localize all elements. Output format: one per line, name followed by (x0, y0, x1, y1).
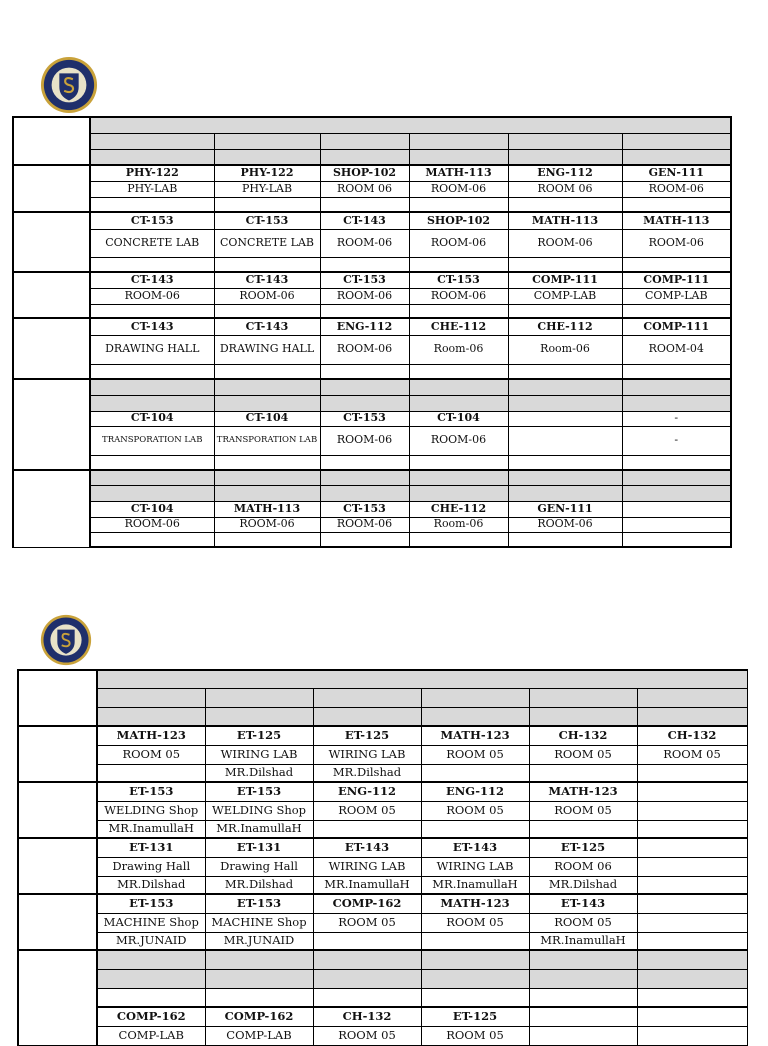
course-code: COMP-162 (313, 894, 421, 913)
course-code: MATH-113 (214, 501, 320, 517)
room: COMP-LAB (622, 288, 731, 304)
teacher: MR.Dilshad (205, 764, 313, 782)
course-code: CT-104 (90, 411, 214, 426)
course-code: COMP-111 (622, 272, 731, 288)
period-header (637, 688, 747, 707)
time-header (90, 149, 214, 165)
room: ROOM 05 (529, 913, 637, 932)
course-code: ENG-112 (421, 782, 529, 801)
room: ROOM-06 (622, 229, 731, 257)
course-code: ET-143 (421, 838, 529, 857)
empty-cell (205, 988, 313, 1007)
room: ROOM 06 (529, 857, 637, 876)
room: Drawing Hall (97, 857, 205, 876)
period-header (90, 133, 214, 149)
time-header (205, 707, 313, 726)
teacher: MR.Dilshad (97, 876, 205, 894)
time-header (637, 707, 747, 726)
teacher: MR.Dilshad (313, 764, 421, 782)
period-header (409, 133, 508, 149)
empty-cell (622, 455, 731, 470)
day-label-cell (18, 726, 97, 782)
shaded-cell (508, 470, 622, 485)
course-code: ET-131 (97, 838, 205, 857)
empty-cell (90, 197, 214, 212)
college-crest-icon (40, 56, 98, 114)
course-code: MATH-113 (508, 212, 622, 229)
shaded-cell (205, 950, 313, 969)
day-label-cell (13, 470, 90, 547)
room: Room-06 (409, 335, 508, 364)
shaded-cell (320, 485, 409, 501)
room: ROOM 05 (529, 745, 637, 764)
course-code: COMP-111 (622, 318, 731, 335)
room: WIRING LAB (313, 745, 421, 764)
shaded-cell (637, 969, 747, 988)
room: ROOM-06 (409, 181, 508, 197)
shaded-cell (409, 470, 508, 485)
course-code: COMP-162 (97, 1007, 205, 1026)
time-header (97, 707, 205, 726)
shaded-cell (508, 395, 622, 411)
shaded-cell (529, 950, 637, 969)
room: ROOM-06 (90, 517, 214, 532)
room: ROOM-06 (214, 517, 320, 532)
course-code: CT-153 (320, 501, 409, 517)
day-label-cell (13, 379, 90, 470)
shaded-cell (313, 950, 421, 969)
empty-cell (214, 364, 320, 379)
room (637, 913, 747, 932)
course-code: CT-104 (90, 501, 214, 517)
course-code: MATH-123 (421, 726, 529, 745)
shaded-cell (409, 485, 508, 501)
room: COMP-LAB (508, 288, 622, 304)
room: ROOM-06 (320, 517, 409, 532)
teacher (313, 820, 421, 838)
empty-cell (409, 532, 508, 547)
room: ROOM-06 (508, 517, 622, 532)
course-code: SHOP-102 (409, 212, 508, 229)
time-header (508, 149, 622, 165)
room: ROOM-06 (409, 229, 508, 257)
room: COMP-LAB (97, 1026, 205, 1045)
room: ROOM 05 (421, 1026, 529, 1045)
course-code: CT-153 (90, 212, 214, 229)
day-label-cell (13, 318, 90, 379)
course-code: CT-153 (320, 272, 409, 288)
empty-cell (90, 257, 214, 272)
course-code: CHE-112 (409, 501, 508, 517)
header-banner (97, 670, 747, 688)
shaded-cell (421, 950, 529, 969)
shaded-cell (320, 379, 409, 395)
room: ROOM 05 (421, 745, 529, 764)
empty-cell (409, 257, 508, 272)
room: MACHINE Shop (97, 913, 205, 932)
shaded-cell (320, 395, 409, 411)
room: ROOM-06 (409, 288, 508, 304)
period-header (205, 688, 313, 707)
course-code: CT-143 (214, 272, 320, 288)
teacher: MR.InamullaH (529, 932, 637, 950)
course-code: MATH-123 (421, 894, 529, 913)
header-banner (90, 117, 731, 133)
empty-cell (214, 304, 320, 318)
period-header (313, 688, 421, 707)
shaded-cell (508, 485, 622, 501)
course-code: CT-143 (90, 272, 214, 288)
room: WIRING LAB (313, 857, 421, 876)
teacher: MR.Dilshad (205, 876, 313, 894)
room: DRAWING HALL (214, 335, 320, 364)
empty-cell (320, 532, 409, 547)
empty-cell (409, 364, 508, 379)
shaded-cell (313, 969, 421, 988)
course-code: ET-131 (205, 838, 313, 857)
course-code: PHY-122 (214, 165, 320, 181)
course-code: CT-143 (214, 318, 320, 335)
empty-cell (622, 364, 731, 379)
course-code: CT-153 (409, 272, 508, 288)
header-corner (18, 670, 97, 726)
empty-cell (97, 988, 205, 1007)
shaded-cell (90, 379, 214, 395)
teacher (97, 764, 205, 782)
room: MACHINE Shop (205, 913, 313, 932)
course-code (637, 1007, 747, 1026)
shaded-cell (622, 470, 731, 485)
teacher (313, 932, 421, 950)
empty-cell (409, 455, 508, 470)
teacher (637, 876, 747, 894)
room: - (622, 426, 731, 455)
course-code: MATH-123 (529, 782, 637, 801)
empty-cell (421, 988, 529, 1007)
day-label-cell (18, 894, 97, 950)
empty-cell (508, 304, 622, 318)
course-code: CH-132 (313, 1007, 421, 1026)
room: COMP-LAB (205, 1026, 313, 1045)
course-code: ET-153 (97, 894, 205, 913)
course-code (637, 782, 747, 801)
room: ROOM 05 (313, 801, 421, 820)
teacher (421, 820, 529, 838)
empty-cell (409, 304, 508, 318)
day-label-cell (18, 782, 97, 838)
course-code: ET-125 (529, 838, 637, 857)
day-label-cell (13, 272, 90, 318)
empty-cell (313, 988, 421, 1007)
shaded-cell (409, 379, 508, 395)
teacher: MR.InamullaH (313, 876, 421, 894)
shaded-cell (90, 470, 214, 485)
teacher: MR.InamullaH (97, 820, 205, 838)
period-header (529, 688, 637, 707)
shaded-cell (622, 485, 731, 501)
shaded-cell (421, 969, 529, 988)
shaded-cell (97, 950, 205, 969)
room: WELDING Shop (97, 801, 205, 820)
shaded-cell (214, 379, 320, 395)
header-corner (13, 117, 90, 165)
course-code: GEN-111 (622, 165, 731, 181)
course-code: ENG-112 (508, 165, 622, 181)
course-code: ET-153 (97, 782, 205, 801)
day-label-cell (18, 950, 97, 1045)
room: ROOM-06 (320, 229, 409, 257)
empty-cell (90, 364, 214, 379)
shaded-cell (637, 950, 747, 969)
course-code: CT-104 (409, 411, 508, 426)
room: PHY-LAB (214, 181, 320, 197)
room (622, 517, 731, 532)
shaded-cell (622, 379, 731, 395)
shaded-cell (622, 395, 731, 411)
course-code: ENG-112 (320, 318, 409, 335)
room: ROOM 05 (97, 745, 205, 764)
time-header (622, 149, 731, 165)
empty-cell (90, 455, 214, 470)
course-code: ET-153 (205, 894, 313, 913)
teacher (637, 932, 747, 950)
room: DRAWING HALL (90, 335, 214, 364)
day-label-cell (13, 212, 90, 272)
course-code (508, 411, 622, 426)
day-label-cell (18, 838, 97, 894)
room (637, 1026, 747, 1045)
teacher (529, 820, 637, 838)
college-crest-icon (40, 614, 92, 666)
empty-cell (409, 197, 508, 212)
course-code: MATH-123 (97, 726, 205, 745)
course-code: MATH-113 (409, 165, 508, 181)
shaded-cell (205, 969, 313, 988)
course-code: CH-132 (529, 726, 637, 745)
empty-cell (320, 304, 409, 318)
teacher: MR.InamullaH (421, 876, 529, 894)
room: ROOM-06 (622, 181, 731, 197)
shaded-cell (214, 485, 320, 501)
empty-cell (508, 455, 622, 470)
course-code: CT-153 (214, 212, 320, 229)
room: ROOM-06 (409, 426, 508, 455)
course-code: CT-143 (90, 318, 214, 335)
room: ROOM-04 (622, 335, 731, 364)
time-header (320, 149, 409, 165)
room: ROOM 05 (637, 745, 747, 764)
time-header (313, 707, 421, 726)
room: PHY-LAB (90, 181, 214, 197)
empty-cell (320, 257, 409, 272)
teacher (421, 932, 529, 950)
shaded-cell (320, 470, 409, 485)
room: ROOM-06 (320, 288, 409, 304)
empty-cell (508, 197, 622, 212)
course-code: ENG-112 (313, 782, 421, 801)
course-code: CHE-112 (508, 318, 622, 335)
empty-cell (529, 988, 637, 1007)
room: Room-06 (409, 517, 508, 532)
empty-cell (214, 197, 320, 212)
empty-cell (320, 455, 409, 470)
period-header (97, 688, 205, 707)
teacher: MR.JUNAID (205, 932, 313, 950)
teacher (421, 764, 529, 782)
course-code: ET-125 (313, 726, 421, 745)
room: ROOM 05 (421, 801, 529, 820)
empty-cell (214, 257, 320, 272)
course-code: GEN-111 (508, 501, 622, 517)
course-code: MATH-113 (622, 212, 731, 229)
course-code: CT-153 (320, 411, 409, 426)
room: CONCRETE LAB (90, 229, 214, 257)
room (637, 801, 747, 820)
period-header (622, 133, 731, 149)
time-header (409, 149, 508, 165)
shaded-cell (508, 379, 622, 395)
course-code: ET-153 (205, 782, 313, 801)
room: ROOM-06 (90, 288, 214, 304)
shaded-cell (90, 395, 214, 411)
room: ROOM-06 (214, 288, 320, 304)
teacher (529, 764, 637, 782)
course-code: COMP-162 (205, 1007, 313, 1026)
room: ROOM-06 (508, 229, 622, 257)
period-header (421, 688, 529, 707)
time-header (421, 707, 529, 726)
empty-cell (508, 257, 622, 272)
shaded-cell (529, 969, 637, 988)
room: TRANSPORATION LAB (90, 426, 214, 455)
course-code: ET-143 (313, 838, 421, 857)
empty-cell (622, 257, 731, 272)
room: WIRING LAB (421, 857, 529, 876)
shaded-cell (214, 395, 320, 411)
teacher: MR.InamullaH (205, 820, 313, 838)
course-code: CT-104 (214, 411, 320, 426)
empty-cell (622, 197, 731, 212)
teacher: MR.JUNAID (97, 932, 205, 950)
room: ROOM 06 (320, 181, 409, 197)
course-code (637, 894, 747, 913)
empty-cell (508, 364, 622, 379)
time-header (214, 149, 320, 165)
course-code: SHOP-102 (320, 165, 409, 181)
empty-cell (214, 532, 320, 547)
course-code: COMP-111 (508, 272, 622, 288)
period-header (214, 133, 320, 149)
empty-cell (622, 304, 731, 318)
shaded-cell (97, 969, 205, 988)
room: Drawing Hall (205, 857, 313, 876)
room: ROOM 06 (508, 181, 622, 197)
room: ROOM 05 (529, 801, 637, 820)
course-code: CT-143 (320, 212, 409, 229)
room: ROOM-06 (320, 335, 409, 364)
course-code: PHY-122 (90, 165, 214, 181)
shaded-cell (409, 395, 508, 411)
timetable-2 (17, 669, 748, 1046)
room (529, 1026, 637, 1045)
course-code: ET-125 (205, 726, 313, 745)
room: TRANSPORATION LAB (214, 426, 320, 455)
period-header (320, 133, 409, 149)
period-header (508, 133, 622, 149)
shaded-cell (90, 485, 214, 501)
course-code: ET-143 (529, 894, 637, 913)
teacher: MR.Dilshad (529, 876, 637, 894)
room: WIRING LAB (205, 745, 313, 764)
empty-cell (90, 304, 214, 318)
room: WELDING Shop (205, 801, 313, 820)
course-code (637, 838, 747, 857)
empty-cell (508, 532, 622, 547)
day-label-cell (13, 165, 90, 212)
empty-cell (320, 197, 409, 212)
empty-cell (637, 988, 747, 1007)
teacher (637, 820, 747, 838)
time-header (529, 707, 637, 726)
empty-cell (90, 532, 214, 547)
room: ROOM 05 (421, 913, 529, 932)
room: CONCRETE LAB (214, 229, 320, 257)
course-code: CHE-112 (409, 318, 508, 335)
empty-cell (320, 364, 409, 379)
room: ROOM 05 (313, 913, 421, 932)
empty-cell (214, 455, 320, 470)
shaded-cell (214, 470, 320, 485)
course-code (622, 501, 731, 517)
timetable-1 (12, 116, 732, 548)
room: ROOM 05 (313, 1026, 421, 1045)
course-code (529, 1007, 637, 1026)
room: ROOM-06 (320, 426, 409, 455)
course-code: ET-125 (421, 1007, 529, 1026)
room: Room-06 (508, 335, 622, 364)
teacher (637, 764, 747, 782)
room (508, 426, 622, 455)
course-code: - (622, 411, 731, 426)
course-code: CH-132 (637, 726, 747, 745)
empty-cell (622, 532, 731, 547)
room (637, 857, 747, 876)
